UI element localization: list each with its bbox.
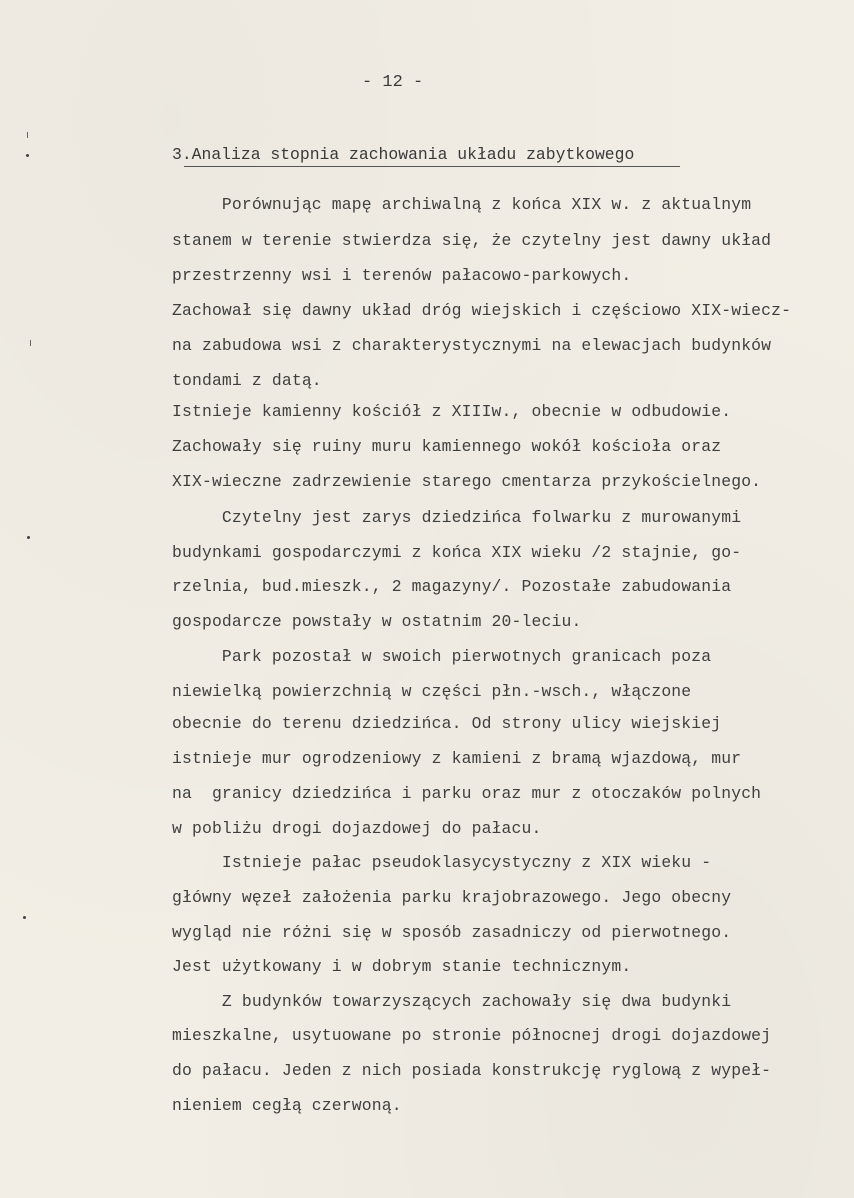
text-line: w pobliżu drogi dojazdowej do pałacu. <box>172 819 542 838</box>
margin-mark <box>30 340 31 346</box>
text-line: istnieje mur ogrodzeniowy z kamieni z bramą wjazdową, mur <box>172 749 742 768</box>
text-line: stanem w terenie stwierdza się, że czytelny jest dawny układ <box>172 231 772 250</box>
text-line: na granicy dziedzińca i parku oraz mur z otoczaków polnych <box>172 784 762 803</box>
margin-mark <box>27 132 28 138</box>
text-line: mieszkalne, usytuowane po stronie północnej drogi dojazdowej <box>172 1026 772 1045</box>
text-line: gospodarcze powstały w ostatnim 20-leciu. <box>172 612 582 631</box>
text-line: Czytelny jest zarys dziedzińca folwarku z murowanymi <box>172 508 742 527</box>
text-line: Park pozostał w swoich pierwotnych granicach poza <box>172 647 712 666</box>
text-line: rzelnia, bud.mieszk., 2 magazyny/. Pozostałe zabudowania <box>172 577 732 596</box>
text-line: przestrzenny wsi i terenów pałacowo-parkowych. <box>172 266 632 285</box>
text-line: Zachowały się ruiny muru kamiennego wokół kościoła oraz <box>172 437 722 456</box>
text-line: obecnie do terenu dziedzińca. Od strony ulicy wiejskiej <box>172 714 722 733</box>
text-line: Jest użytkowany i w dobrym stanie technicznym. <box>172 957 632 976</box>
text-line: główny węzeł założenia parku krajobrazowego. Jego obecny <box>172 888 732 907</box>
margin-mark <box>23 916 26 919</box>
heading-underline <box>184 166 680 167</box>
text-line: budynkami gospodarczymi z końca XIX wieku /2 stajnie, go- <box>172 543 742 562</box>
page-number: - 12 - <box>362 73 424 92</box>
text-line: Istnieje kamienny kościół z XIIIw., obecnie w odbudowie. <box>172 402 732 421</box>
text-line: wygląd nie różni się w sposób zasadniczy od pierwotnego. <box>172 923 732 942</box>
margin-mark <box>27 536 30 539</box>
text-line: Z budynków towarzyszących zachowały się dwa budynki <box>172 992 732 1011</box>
text-line: nieniem cegłą czerwoną. <box>172 1096 402 1115</box>
text-line: Zachował się dawny układ dróg wiejskich i częściowo XIX-wiecz- <box>172 301 792 320</box>
text-line: do pałacu. Jeden z nich posiada konstrukcję ryglową z wypeł- <box>172 1061 772 1080</box>
text-line: XIX-wieczne zadrzewienie starego cmentarza przykościelnego. <box>172 472 762 491</box>
text-line: niewielką powierzchnią w części płn.-wsch., włączone <box>172 682 692 701</box>
section-heading: 3.Analiza stopnia zachowania układu zabytkowego <box>172 145 635 164</box>
text-line: na zabudowa wsi z charakterystycznymi na elewacjach budynków <box>172 336 772 355</box>
text-line: Porównując mapę archiwalną z końca XIX w. z aktualnym <box>172 195 752 214</box>
text-line: tondami z datą. <box>172 371 322 390</box>
margin-mark <box>26 154 29 157</box>
text-line: Istnieje pałac pseudoklasycystyczny z XIX wieku - <box>172 853 712 872</box>
